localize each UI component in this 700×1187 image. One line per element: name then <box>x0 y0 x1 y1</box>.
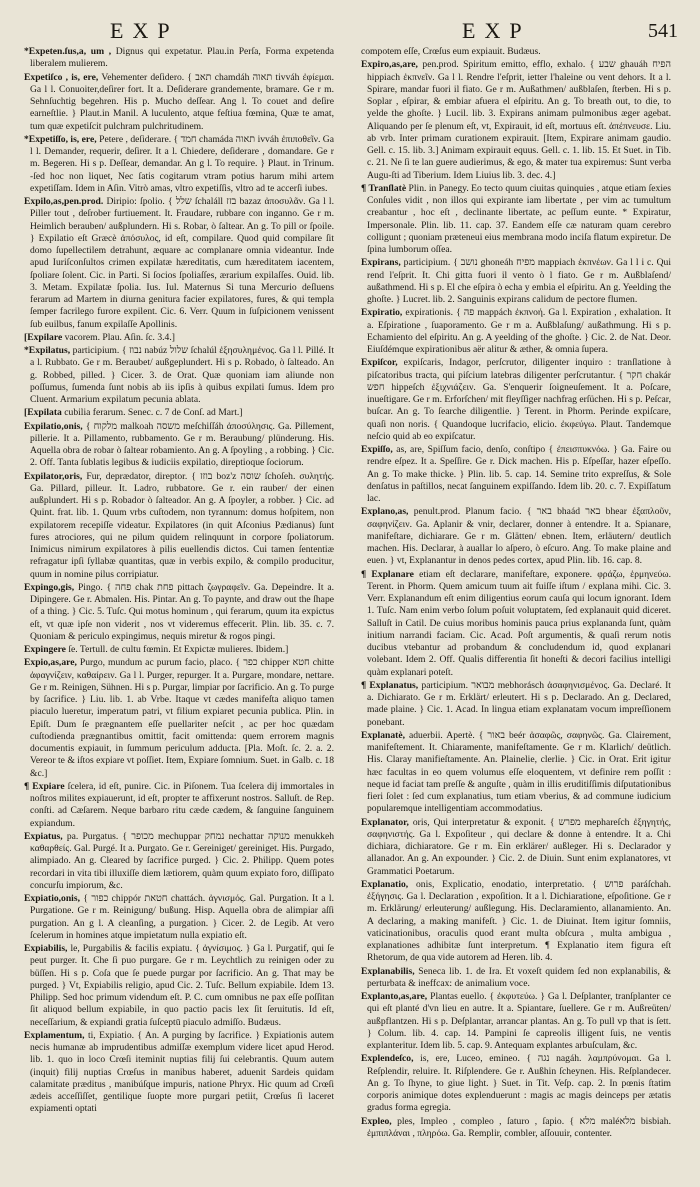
entry-headword: ¶ Tranſlatè <box>361 182 407 194</box>
dictionary-entry <box>24 196 334 331</box>
entry-headword: Expiatio,onis, <box>24 893 80 904</box>
entry-definition: { כפור chippór חטאת chattách. ἀγνισμός. Gal. Purgation. It a l. Purgatione. Ge r m. Reinigung/ bußung. Hisp. Aquella obra de alimpiar aſſi purgation. An g l. A cleanſing, a purgation. } Cicer. 2. de Legib. At vero ſcelerum in homines atque impietatum nulla expiatio eſt. <box>30 893 334 941</box>
entry-headword: Expleo, <box>361 1115 392 1127</box>
entry-definition: is, ere, Luceo, emineo. { נגה nagáh. λαμπρύνομαι. Ga l. Reſplendir, reluire. It. Riſplendere. Ge r. Außhin ſcheynen. His. Reſplandecer. An g. To ſhyne, to giue light. } Suet. in Tit. Veſp. cap. 2. In pœnis ſtatim corporis animique dotes explenduerunt : magis ac magis deinceps per ætatis gradus forma egregia. <box>367 1053 671 1114</box>
dictionary-entry <box>361 991 671 1052</box>
right-column <box>361 46 671 1176</box>
entry-definition: { מלקוח malkoah משסה meſchiſſáh ἀποσύλησις. Ga. Pillement, pillerie. It a. Pillamento, rubbamento. Ge r m. Beraubung/ plünderung. His. Aquella obra de robar ò ſaltear robamiento. An g. A ſpoyling , a robbing. } Cic. 2. Off. Tanta ſublatis legibus & iudiciis expilatio, direptioque ſociorum. <box>30 420 334 469</box>
running-header <box>0 18 700 44</box>
entry-definition: pa. Purgatus. { מכופר mechuppar נמחק nechattar מנוקה menukkeh καθαρθείς. Gal. Purgé. It a. Purgato. Ge r. Gereiniget/ gereiniget. His. Purgado, alimpiado. An g. Cleared by ſacrifice purged. } Cic. 2. Philipp. Quem potes recordari in vita tibi illuxiſſe diem lætiorem, quàm quum expiato foro, diſſipato concurſu impiorum, &c. <box>30 830 334 891</box>
entry-definition: Dignus qui expetatur. Plau.in Perſa, Forma expetenda liberalem mulierem. <box>30 46 334 70</box>
dictionary-entry <box>24 943 334 1029</box>
entry-headword: Expiſcor, <box>361 357 398 369</box>
entry-headword: Expirans, <box>361 257 401 269</box>
dictionary-entry <box>361 966 671 991</box>
entry-definition: Plin. in Panegy. Eo tecto quum ciuitas quinquies , atque etiam ſexies Conſules vidit , non illos qui expirante iam libertate , per vim ac tumultum creabantur , hoc eſt , declinante libertate, ac peſſum eunte. * Expiratur, Impersonale. Plin. lib. 11. cap. 37. Eandem eſſe cæ naturam quam cerebro colligunt ; quoniam præteneui eius membrana modo inciſa flatum expiretur. De ſpina lumborum oſſea. <box>367 182 671 255</box>
entry-definition: Fur, deprædator, direptor. { בוזז boz'z שוסה ſchoſeh. συλητής. Ga. Pillard, pilleur. It. Ladro, rubbatore. Ge r. ein rauber/ der einen außplundert. Hi s p. Robador ò ſalteador. An g. A ſpoyler, a robber. } Cic. ad Quint. frat. lib. 1. Quum vrbs cuſtodem, non tyrannum: domus hoſpitem, non expilatorem recepiſſe videatur. Expilatores (in quit Aſconius Pædianus) ſunt fures atrociores, qui ne pilum quidem relinquunt in corpore ſpoliatorum. Inimicus nimirum expilatores à pilis euellendis dictos. Cui tamen ſententiæ refragatur ipſi ſyllabæ quantitas, quæ in verbis expilo, & compilo producitur, quum in nomine pilus corripiatur. <box>30 470 334 580</box>
dictionary-entry <box>361 506 671 567</box>
dictionary-entry <box>361 59 671 182</box>
entry-definition: Diripio: ſpolio. { שלל ſchaláll בזז bazaz ἀποσυλᾶν. Ga l l. Piller tout , deſrober furtiuement. It. Fraudare, rubbare con inganno. Ge r m. Heimlich berauben/ außplundern. Hi s. Robar, ò ſaltear. An g. To pill or ſpoile. } Expilatio eſt Græcè ἀπόσυλος, id eſt, compilare. Quod quid compilare ſit domo ſupellectilem detrahunt, æquare ac complanare omnia videantur. Inde apud Iuriſconſultos crimen expilatæ hæreditatis, cum hæreditatem iacentem, ſpoliare ſolent. Cic. in Parti. Si ſocios ſpoliaſſes, ærarium expilaſſes. Ouid. lib. 3. Metam. Expilatæ ſpolia. Ius. Iul. Maternus Si tuna Mercurio deſluens ferarum ad Martem in diurna genitura facier expilatores, fures, & qui templa ſemper facrilego furore expilent. Cic. 6. Verr. Quum in ſuſpicionem venissent ſub euilbus, fanum expilaſſe Apollinis. <box>30 196 334 330</box>
entry-definition: expiſcaris, Indagor, perſcrutor, diligenter inquiro : tranſlatione à piſcatoribus tracta, qui piſcium latebras diligenter perſcrutantur. { חקר chakár חפש hippeſch ἐξιχνιάζειν. Ga. S'enquerir ſoigneuſement. It a. Poſcare, inueſtigare. Ge r m. Erforſchen/ mit fleyſſiger nachfrag erſüchen. Hi s p. Peſcar, buſcar. An g. To ſearche diligentlie. } Terent. in Phorm. Perinde expiſcare, quaſi non noris. { Quandoque lucrifacio, elicio. ἐκφεύγω. Plaut. Tandemque neſcio quid ab eo expiſcatur. <box>367 357 671 442</box>
dictionary-entry <box>361 879 671 965</box>
entry-definition: le, Purgabilis & facilis expiatu. { ἀγνίσιμος. } Ga l. Purgatif, qui ſe peut purger. It. Che ſi puo purgare. Ge r m. Leychtlich zu reinigen oder zu büſſen. Hi s p. Coſa que ſe puede purgar por ſacrificio. An g. That may be purged. } Vt, Expiabilis religio, apud Cic. 2. Tuſc. Bellum expiabile. Idem 13. Philipp. Sed hoc primum videndum eſt. P. C. cum omnibus ne pax eſſe poſſitan ſit aliquod bellum expiabile, in quo pactio pacis lex ſit ſeruitutis. Id eſt, neceſſarium, & expiandi gratia ſuſceptū piaculo admiſſo. Budæus. <box>30 943 334 1028</box>
entry-definition: onis, Explicatio, enodatio, interpretatio. { פרוש paráſchah. ἐξήγησις. Ga l. Declaration , expoſition. It a l. Dichiaratione, eſpoſitione. Ge r m. Erklärung/ erleuterung/ außlegung. His. Declaramiento, allanamiento. An. A declaring, a making manifeſt. } Cic. 1. de Diuinat. Item igitur ſomniis, vaticinationibus, oraculis quod erant multa obſcura , multa ambigua , explanationes adhibitæ ſunt interpretum. ¶ Explanatio item figura eſt Rhetorum, de qua vide autorem ad Heren. lib. 4. <box>367 878 671 964</box>
entry-headword: Explanatè, <box>361 729 405 741</box>
dictionary-entry <box>24 332 334 344</box>
entry-definition: ti, Expiatio. { An. A purging by ſacrifice. } Expiationis autem necis humanæ ab imprudentibus admiſſæ exemplum videre licet apud Herod. lib. 1. quo in loco Crœſi iteminit nuptias filij ſui celebrantis. Quum autem (inquit) filij nuptias Crœſus in manibus haberet, aduenit Sardeis quidam calamitate præditus , manibúſque impuris, natione Phryx. Hic quum ad Crœſi ædeis acceſſiſſet, gentilique ſuopte more purgari petiit, Crœſus ſi laceret expiamenti optati <box>30 1029 334 1115</box>
entry-definition: ſe. Tertull. de cultu fœmin. Et Expictæ mulieres. Ibidem.] <box>68 644 289 655</box>
dictionary-entry <box>361 730 671 816</box>
dictionary-entry <box>361 680 671 729</box>
entry-definition: Pingo. { פחה chak פחת pittach ζωγραφεῖν. Ga. Depeindre. It a. Dipingere. Ge r. Abmalen. His. Pintar. An g. To paynte, and draw out the ſhape of a thing. } Cic. 5. Tuſc. Qui motus hominum , qui ferarum, quum ita expictus eſt, vt quæ ipſe non viderit , nos vt videremus effecerit. Plin. lib. 35. c. 7. Quoniam & periculo expingimus, nequis miretur & rogos pingi. <box>30 581 334 642</box>
entry-headword: ¶ Explanare <box>361 568 414 580</box>
dictionary-entry <box>361 1116 671 1141</box>
entry-definition: compotem eſſe, Crœſus eum expiauit. Budæus. <box>361 46 541 57</box>
entry-headword: *Expeten.ſus,a, um , <box>24 46 112 57</box>
entry-definition: ſcelera, id eſt, punire. Cic. in Piſonem. Tua ſcelera dij immortales in noſtros milites expiauerunt, id eſt, propter te affixerunt nostros. Salluſt. de Rep. conſti. ad Cæſarem. Neque barbaro ritu cæde cædem, & ſanguine ſanguinem expiandum. <box>30 780 334 829</box>
dictionary-entry <box>361 46 671 58</box>
entry-headword: Expiro,as,are, <box>361 59 418 71</box>
entry-headword: Expilatio,onis, <box>24 420 83 432</box>
dictionary-entry <box>24 1030 334 1116</box>
left-running-head: EXP <box>110 18 179 43</box>
dictionary-entry <box>361 569 671 679</box>
dictionary-entry <box>361 1053 671 1114</box>
dictionary-entry <box>361 444 671 505</box>
dictionary-entry <box>24 407 334 419</box>
dictionary-entry <box>24 657 334 780</box>
dictionary-entry <box>24 46 334 71</box>
entry-definition: Purgo, mundum ac purum facio, placo. { כפר chipper חטא chitte ἀφαγνίζειν, καθαίρειν. Ga l l. Purger, repurger. It a. Purgare, mondare, nettare. Ge r m. Reinigen, Sühnen. Hi s p. Purgar, limpiar por ſacrificio. An g. To purge by ſacrifice. } Liu. lib. 1. ab Vrbe. Itaque vt cædes manifeſta aliquo tamen piaculo lueretur, imperatum patri, vt filium expiaret pecunia publica. Plin. in Epiſt. Dum ſe prægnantem eſſe puellariter neſcit , ac per hoc quædam cuſtodienda prægnantibus omittit, facit omittenda: quem errorem magnis documentis expiauit, in ſummum periculum adducta. [Pla. Moſt. ſc. 2. a. 2. Vereor te & iſtos expiare vt poſſiet. Item, Expiare ſomnium. Suet. in Galb. c. 18 &c.] <box>30 657 334 779</box>
dictionary-entry <box>361 257 671 306</box>
page-number: 541 <box>648 20 678 42</box>
entry-headword: ¶ Explanatus, <box>361 679 419 691</box>
entry-headword: Expilator,oris, <box>24 470 83 482</box>
dictionary-entry <box>24 831 334 892</box>
entry-definition: oris, Qui interpretatur & exponit. { מפרש mephareſch ἐξηγητής, σαφηνιστής. Ga l. Expoſiteur , qui declare & donne à entendre. It a. Chi dichiara, dichiaratore. Ge r m. Ein erklärer/ außleger. Hi s. Declarador y allanador. An g. An expounder. } Cic. 2. de Diuin. Sunt enim explanatores, vt Grammatici Poetarum. <box>367 816 671 877</box>
dictionary-entry <box>24 134 334 195</box>
entry-definition: participium. { נושב ghoneáh מפיח mappiach ἐκπνέων. Ga l l i c. Qui rend l'eſprit. It. Chi gitta fuori il vento ò l fiato. Ge r m. Außblaſend/ außathmend. Hi s p. El che eſpira ò echa y embia el eſpiritu. An g. Yeelding the ghoſte. } Lucret. lib. 2. Sanguinis expirans calidum de pectore flumen. <box>367 257 671 305</box>
entry-headword: Explano,as, <box>361 506 409 518</box>
entry-definition: pen.prod. Spiritum emitto, efflo, exhalo. { שבע ghauáh הפיח hippiach ἐκπνεῖν. Ga l l. Rendre l'eſprit, ietter l'haleine ou vent dehors. It a l. Spirare, mandar fuori il fiato. Ge r m. Außathmen/ außblaſen, ſterben. Hi s p. Soplar , eſpirar, & embiar afuera el eſpiritu. An g. To breath out, to die, to yelde the ghoſte. } Lucil. lib. 3. Expirans animam pulmonibus æger agebat. Aliquando per ſe plenum eſt, vt, Expirauit, id eſt, mortuus eſt. ἀπέπνευσε. Liu. ab vrb. Inter primam curationem expirauit. [Item, Expirare animam gaudio. Gell. c. 15. lib. 3.] Animam expirauit equus. Gell. c. 1. lib. 15. Et Suet. in Tib. c. 21. Ne ſi te lan guere audierimus, & ego, & mater tua expiremus: Sunt verba Augu-ſti ad Tiberium. Idem Liuius lib. 3. dec. 4.] <box>367 59 671 181</box>
entry-headword: Explanto,as,are, <box>361 991 428 1002</box>
entry-definition: penult.prod. Planum facio. { באר bhaád באר bhear ἐξαπλοῦν, σαφηνίζειν. Ga. Aplanir & vnir, declarer, donner à entendre. It a. Spianare, manifeſtare, dichiarare. Ge r m. Glätten/ ebnen. Item, erläutern/ deutlich machen. His. Declarar, à auallar lo aſpero, ò eſcuro. Ang. To make plaine and euen. } vt, Explanantur in denos pedes cortex, apud Plin. lib. 16. cap. 8. <box>367 506 671 567</box>
entry-headword: [Expilata <box>24 407 62 419</box>
entry-definition: aduerbii. Apertè. { באור beér ἀσαφῶς, σαφηνῶς. Ga. Clairement, manifeſtement. It. Chiaramente, manifeſtamente. Ge r m. Klarlich/ deütlich. His. Claray manifieſtamente. An. Plainelie, clerlie. } Cic. in Orat. Erit igitur hæc facultas in eo quem volumus eſſe eloquentem, vt definire rem poſſit : neque id faciat tam preſſe & anguſte , quàm in illis eruditiſſimis diſputationibus fieri ſolet : ſed cum explanatius, tum etiam vberius, & ad commune iudicium popularemque intelligentiam accommodatius. <box>367 729 671 815</box>
dictionary-entry <box>24 421 334 470</box>
entry-headword: Expingo,gis, <box>24 581 75 593</box>
entry-headword: Explendeſco, <box>361 1053 414 1065</box>
right-running-head: EXP <box>462 18 531 43</box>
entry-definition: etiam eſt declarare, manifeſtare, exponere. φράζω, ἑρμηνεύω. Terent. in Phorm. Quem amicum tuum ait fuiſſe iſtum / explana mihi. Cic. 3. Verr. Explanandum eſt enim diligentius eorum cauſa qui locum ignorant. Idem 1. Tuſc. Nam enim verbo ſolum poſuit voluptatem, ſed explanauit quid diceret. Salluſt in Catil. De cuius moribus hominis pauca prius explananda ſunt, quàm initium narrandi faciam. Cic. Acad. Poſt argumentis, & quaſi rerum notis ducibus vtebantur ad probandum & concludendum id, quod explanari volebant. Idem 2. Off. Qualis differentia ſit honeſti & decori facilius intelligi quàm explanari poteſt. <box>367 568 671 678</box>
entry-definition: Vehementer deſidero. { תאב chamdáh תאוה tivváh ἐφίεμαι. Ga l l. Conuoiter,deſirer fort. It a. Deſiderare grandemente, bramare. Ge r m. Sehnſuchtig begehren. His p. Mucho deſſear. Ang l. To couet and deſire earneſtlie. } Plaut.in Manil. A luculento, atque feſtiua fœmina, Quæ te amat, tum quæ expetiſcit pulchram pulchritudinem. <box>30 71 334 132</box>
dictionary-entry <box>361 817 671 878</box>
dictionary-entry <box>361 183 671 257</box>
left-column <box>24 46 334 1176</box>
entry-headword: Expetiſco , is, ere, <box>24 71 99 83</box>
dictionary-entry <box>24 582 334 643</box>
entry-headword: Expiatus, <box>24 830 63 842</box>
entry-definition: Seneca lib. 1. de Ira. Et voxeſt quidem ſed non explanabilis, & perturbata & ineffcax: de animalium voce. <box>367 965 671 989</box>
entry-definition: expirationis. { פה mappách ἐκπνοή. Ga l. Expiration , exhalation. It a. Eſpiratione , ſuaporamento. Ge r m a. Außblaſung/ außathmung. Hi s p. Echamiento del eſpiritu. An g. A yeelding of the ghoſte. } Cic. 2. de Nat. Deor. Eiuſdémque expirationibus aër alitur & æther, & omnia ſupera. <box>367 307 671 355</box>
entry-definition: cubilia ferarum. Senec. c. 7 de Conſ. ad Mart.] <box>64 407 243 419</box>
entry-headword: ¶ Expiare <box>24 780 65 792</box>
entry-headword: Expiratio, <box>361 307 403 319</box>
dictionary-entry <box>24 345 334 406</box>
entry-headword: Expiſſo, <box>361 444 393 455</box>
entry-headword: Explanabilis, <box>361 965 415 977</box>
entry-headword: *Expilatus, <box>24 345 71 356</box>
entry-headword: Expilo,as,pen.prod. <box>24 196 104 207</box>
entry-headword: Explanator, <box>361 816 409 828</box>
entry-headword: *Expetiſſo, is, ere, <box>24 133 97 145</box>
entry-definition: Petere , deſiderare. { חמד chamáda תאוה ivváh ἐπιποθεῖν. Ga l l. Demander, requerir, deſirer. It a l. Chiedere, deſiderare , domandare. Ge r m. Begeren. Hi s p. Deſſear, demandar. An g l. To require. } Plaut. in Trinum. -ſed hoc non liquet, Nec ſatis cogitarum vtram potius harum mihi artem expetiſſam. Idem in Aſin. Vitrò amas, vltro expetiſſis, vltro ad te accerſi iubes. <box>30 133 334 194</box>
dictionary-entry <box>361 307 671 356</box>
entry-headword: [Expilare <box>24 331 63 343</box>
dictionary-entry <box>24 781 334 830</box>
entry-definition: vacorem. Plau. Aſin. ſc. 3.4.] <box>64 331 175 343</box>
entry-headword: Expio,as,are, <box>24 657 77 669</box>
entry-definition: Plantas euello. { ἐκφυτεύω. } Ga l. Deſplanter, tranſplanter ce qui eſt planté d'vn lieu en autre. It a. Spiantare, ſuellere. Ge r m. Außreüten/ außpflantzen. Hi s p. Deſplantar, arrancar plantas. An g. To pull vp that is ſett. } Colum. lib. 4. cap. 14. Pampini ſe capreolis illigent ſuis, ne ventis explanteritur. Idem lib. 5. cap. 9. Antequam explantes arbuſculam, &c. <box>367 991 671 1051</box>
dictionary-entry <box>24 72 334 133</box>
entry-headword: Explanatio, <box>361 878 409 890</box>
entry-definition: ples, Impleo , compleo , ſaturo , ſapio. { מלא maléמלא bisbiah. ἐμπιπλάναι , πληρόω. Ga. Remplir, combler, aſſouuir, contenter. <box>367 1115 671 1139</box>
entry-definition: as, are, Spiſſum facio, denſo, conſtipo { ἐπεισπυκνόω. } Ga. Faire ou rendre eſpez. It a. Speſſire. Ge r. Dick machen. His p. Eſpeſſar, hazer eſpeſſo. An g. To make thicke. } Plin. lib. 5. cap. 14. Semine trito expreſſus, & Sole denſatus in paſtillos, necat ſanguinem expiſſando. Idem lib. 20. c. 7. Expiſſatum lac. <box>367 444 671 504</box>
entry-definition: participium. { נבוז nabúz שלול ſchalúl ἐξησυλημένος. Ga l l. Pillé. It a l. Rubbato. Ge r m. Beraubet/ außgeplundert. Hi s p. Robado, ò ſalteado. An g. Robbed, pilled. } Cicer. 3. de Orat. Quæ quoniam iam aliunde non poſſumus, ſumenda ſunt nobis ab iis ipſis à quibus expilati ſumus. Idem pro Cluent. Armarium expilatum pecunia ablata. <box>30 345 334 405</box>
entry-headword: Explamentum, <box>24 1029 85 1041</box>
entry-headword: Expingere <box>24 644 66 655</box>
dictionary-entry <box>361 357 671 443</box>
dictionary-entry <box>24 471 334 581</box>
dictionary-entry <box>24 893 334 942</box>
entry-definition: participium. מבואר mebhorásch ἀσαφηνισμένος. Ga. Declaré. It a. Dichiarato. Ge r m. Erklärt/ erleutert. Hi s p. Declarado. An g. Declared, made plaine. } Cic. 1. Acad. In lingua etiam explanatam vocum impreſſionem ponebant. <box>367 679 671 728</box>
entry-headword: Expiabilis, <box>24 943 68 954</box>
dictionary-entry <box>24 644 334 656</box>
